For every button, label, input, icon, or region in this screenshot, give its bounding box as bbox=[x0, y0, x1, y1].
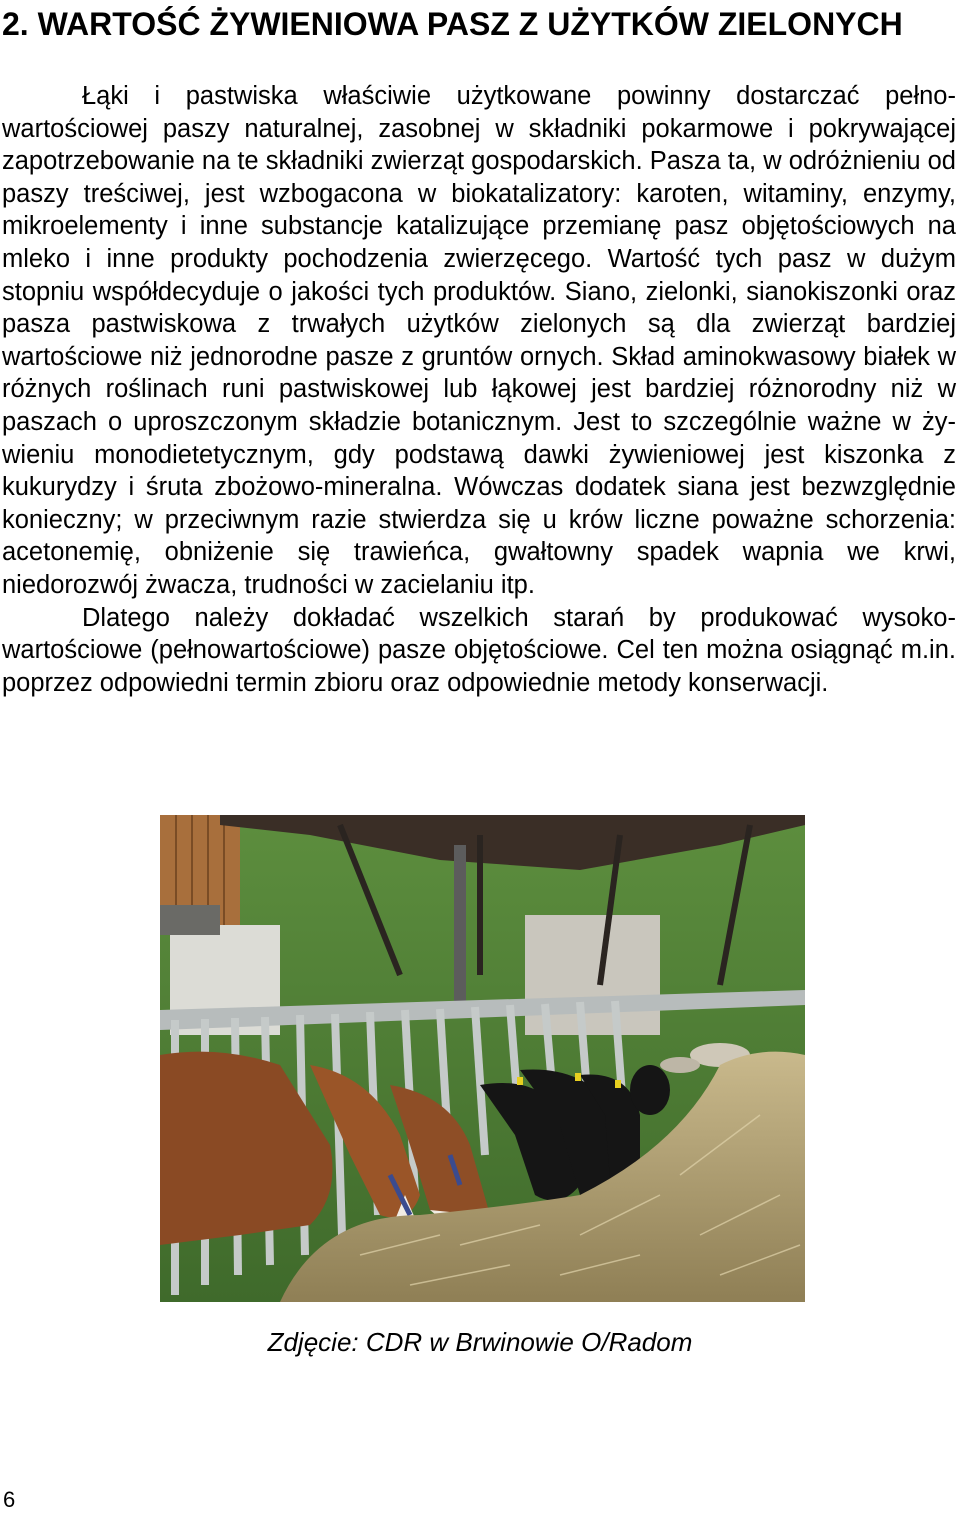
body-text bbox=[2, 80, 956, 699]
paragraph-1: Łąki i pastwiska właściwie użytkowane powinny dostarczać pełnowartościowej paszy naturalnej, zasobnej w składniki pokarmowe i pokrywającej zapotrzebowanie na te składniki zwierząt gospodarskich. Pasza ta, w odróżnieniu od paszy treściwej, jest wzbogacona w biokatalizatory: karoten, witaminy, enzymy, mikroelementy i inne substancje katalizujące przemianę pasz objętościowych na mleko i inne produkty pochodzenia zwierzęcego. Wartość tych pasz w dużym stopniu współdecyduje o jakości tych produktów. Siano, zielonki, sianokiszonki oraz pasza pastwiskowa z trwałych użytków zielonych są dla zwierząt bardziej wartościowe niż jednorodne pasze z gruntów ornych. Skład aminokwasowy białek w różnych roślinach runi pastwiskowej lub łąkowej jest bardziej różnorodny niż w paszach o uproszczonym składzie botanicznym. Jest to szczególnie ważne w żywieniu monodietetycznym, gdy podstawą dawki żywieniowej jest kiszonka z kukurydzy i śruta zbożowo-mineralna. Wówczas dodatek siana jest bezwzględnie konieczny; w przeciwnym razie stwierdza się u krów liczne poważne schorzenia: acetonemię, obniżenie się trawieńca, gwałtowny spadek wapnia we krwi, niedorozwój żwacza, trudności w zacielaniu itp. bbox=[2, 82, 956, 599]
photo-caption: Zdjęcie: CDR w Brwinowie O/Radom bbox=[267, 1327, 693, 1357]
chapter-heading: 2. WARTOŚĆ ŻYWIENIOWA PASZ Z UŻYTKÓW ZIELONYCH bbox=[2, 6, 903, 42]
farm-photo bbox=[160, 815, 805, 1302]
page-number: 6 bbox=[3, 1487, 16, 1512]
paragraph-2: Dlatego należy dokładać wszelkich starań by produkować wysokowartościowe (pełnowartościowe) pasze objętościowe. Cel ten można osiągnąć m.in. poprzez odpowiedni termin zbioru oraz odpowiednie metody konserwacji. bbox=[2, 603, 956, 697]
